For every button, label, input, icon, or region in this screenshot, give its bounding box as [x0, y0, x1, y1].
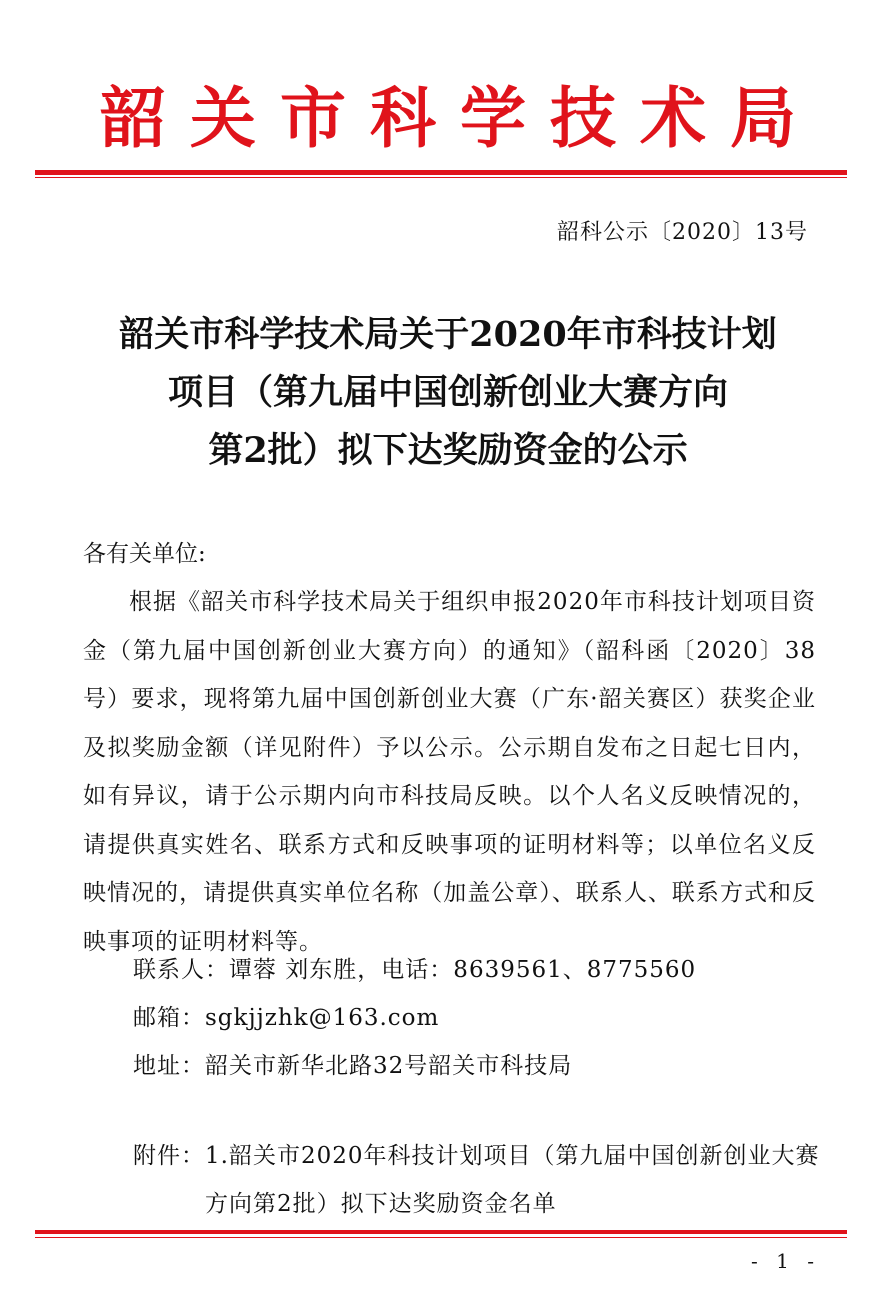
- title-line: 韶关市科学技术局关于2020年市科技计划: [119, 314, 777, 355]
- attachment-block: [133, 1132, 833, 1228]
- page-number: - 1 -: [751, 1249, 820, 1273]
- contact-email: 邮箱：sgkjjzhk@163.com: [133, 1005, 440, 1031]
- org-masthead: 韶关市科学技术局: [100, 79, 820, 157]
- body-paragraph: 根据《韶关市科学技术局关于组织申报2020年市科技计划项目资金（第九届中国创新创业大赛方向）的通知》（韶科函〔2020〕38号）要求，现将第九届中国创新创业大赛（广东·韶关赛区）获奖企业及拟奖励金额（详见附件）予以公示。公示期自发布之日起七日内，如有异议，请于公示期内向市科技局反映。以个人名义反映情况的，请提供真实姓名、联系方式和反映事项的证明材料等；以单位名义反映情况的，请提供真实单位名称（加盖公章）、联系人、联系方式和反映事项的证明材料等。: [83, 589, 816, 955]
- title-line: 第2批）拟下达奖励资金的公示: [208, 430, 688, 471]
- title-line: 项目（第九届中国创新创业大赛方向: [167, 372, 728, 413]
- footer-rule-thick: [35, 1230, 847, 1234]
- attachment-label: 附件：: [133, 1143, 205, 1169]
- header-rule-thin: [35, 177, 847, 178]
- document-number: 韶科公示〔2020〕13号: [557, 220, 808, 245]
- document-title: [60, 306, 836, 480]
- contact-people: 联系人：谭蓉 刘东胜，电话：8639561、8775560: [133, 957, 697, 983]
- header-rule-thick: [35, 170, 847, 175]
- footer-rule-thin: [35, 1237, 847, 1238]
- salutation: 各有关单位:: [83, 541, 206, 567]
- contact-address: 地址：韶关市新华北路32号韶关市科技局: [133, 1053, 573, 1079]
- attachment-item: 1.韶关市2020年科技计划项目（第九届中国创新创业大赛方向第2批）拟下达奖励资金名单: [205, 1143, 820, 1217]
